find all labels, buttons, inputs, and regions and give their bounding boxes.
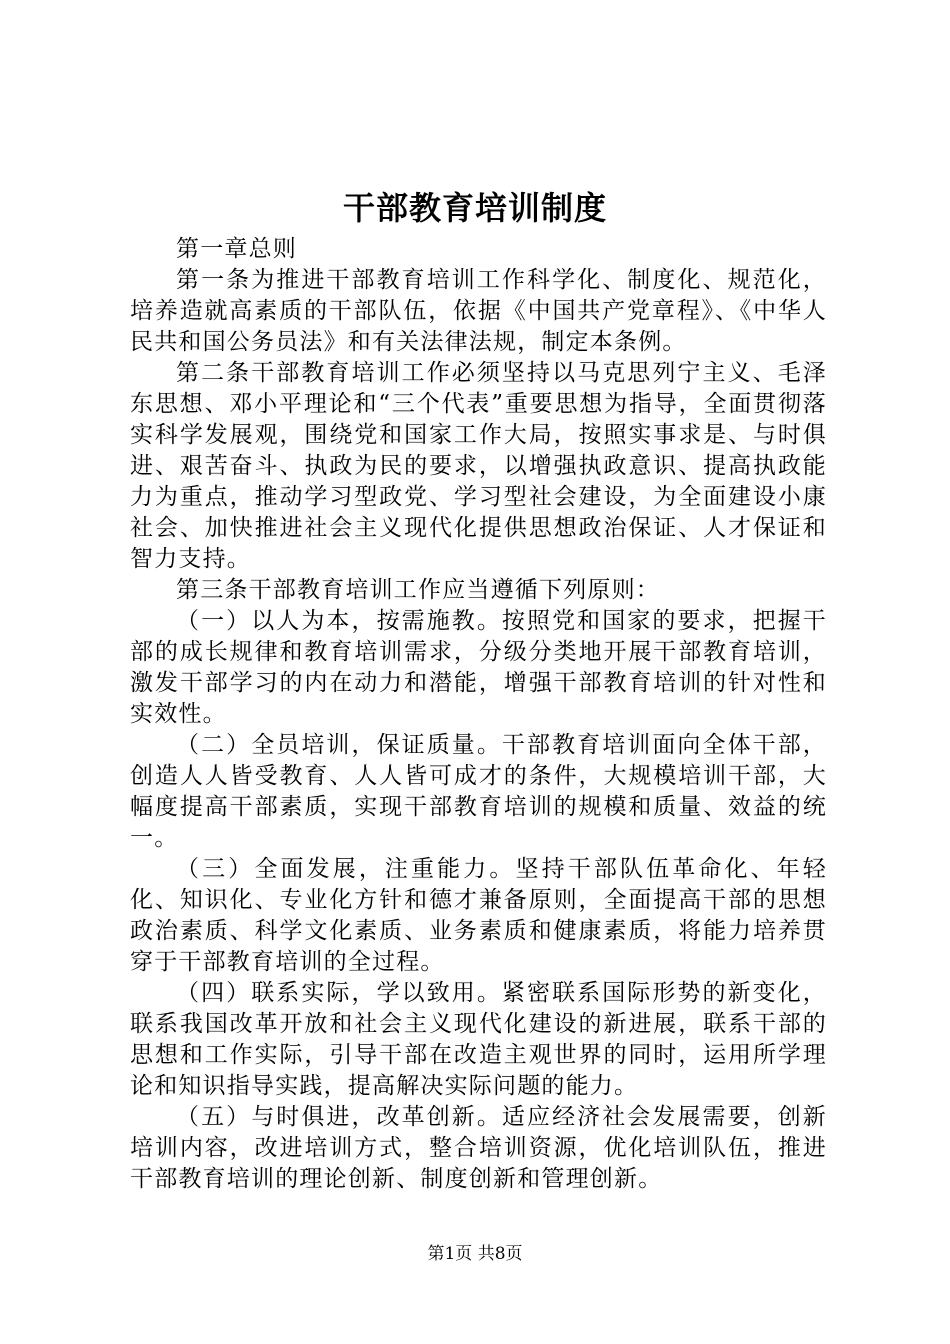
article-paragraph: 第三条干部教育培训工作应当遵循下列原则： (176, 577, 660, 603)
page-footer: 第1页 共8页 (427, 1244, 523, 1264)
principle-paragraph: （五）与时俱进，改革创新。适应经济社会发展需要，创新培训内容，改进培训方式，整合培训资源，优化培训队伍，推进干部教育培训的理论创新、制度创新和管理创新。 (130, 1104, 827, 1192)
principle-paragraph: （一）以人为本，按需施教。按照党和国家的要求，把握干部的成长规律和教育培训需求，分级分类地开展干部教育培训，激发干部学习的内在动力和潜能，增强干部教育培训的针对性和实效性。 (130, 608, 827, 727)
principle-paragraph: （四）联系实际，学以致用。紧密联系国际形势的新变化，联系我国改革开放和社会主义现代化建设的新进展，联系干部的思想和工作实际，引导干部在改造主观世界的同时，运用所学理论和知识指导实践，提高解决实际问题的能力。 (130, 980, 827, 1099)
principle-paragraph: （三）全面发展，注重能力。坚持干部队伍革命化、年轻化、知识化、专业化方针和德才兼备原则，全面提高干部的思想政治素质、科学文化素质、业务素质和健康素质，将能力培养贯穿于干部教育培训的全过程。 (130, 856, 827, 975)
article-paragraph: 第二条干部教育培训工作必须坚持以马克思列宁主义、毛泽东思想、邓小平理论和“三个代表”重要思想为指导，全面贯彻落实科学发展观，围绕党和国家工作大局，按照实事求是、与时俱进、艰苦奋斗、执政为民的要求，以增强执政意识、提高执政能力为重点，推动学习型政党、学习型社会建设，为全面建设小康社会、加快推进社会主义现代化提供思想政治保证、人才保证和智力支持。 (130, 360, 827, 572)
document-body (130, 234, 827, 1195)
article-paragraph: 第一条为推进干部教育培训工作科学化、制度化、规范化，培养造就高素质的干部队伍，依据《中国共产党章程》、《中华人民共和国公务员法》和有关法律法规，制定本条例。 (130, 267, 827, 355)
document-title: 干部教育培训制度 (342, 189, 607, 227)
principle-paragraph: （二）全员培训，保证质量。干部教育培训面向全体干部，创造人人皆受教育、人人皆可成才的条件，大规模培训干部，大幅度提高干部素质，实现干部教育培训的规模和质量、效益的统一。 (130, 732, 827, 851)
chapter-heading: 第一章总则 (176, 236, 297, 262)
